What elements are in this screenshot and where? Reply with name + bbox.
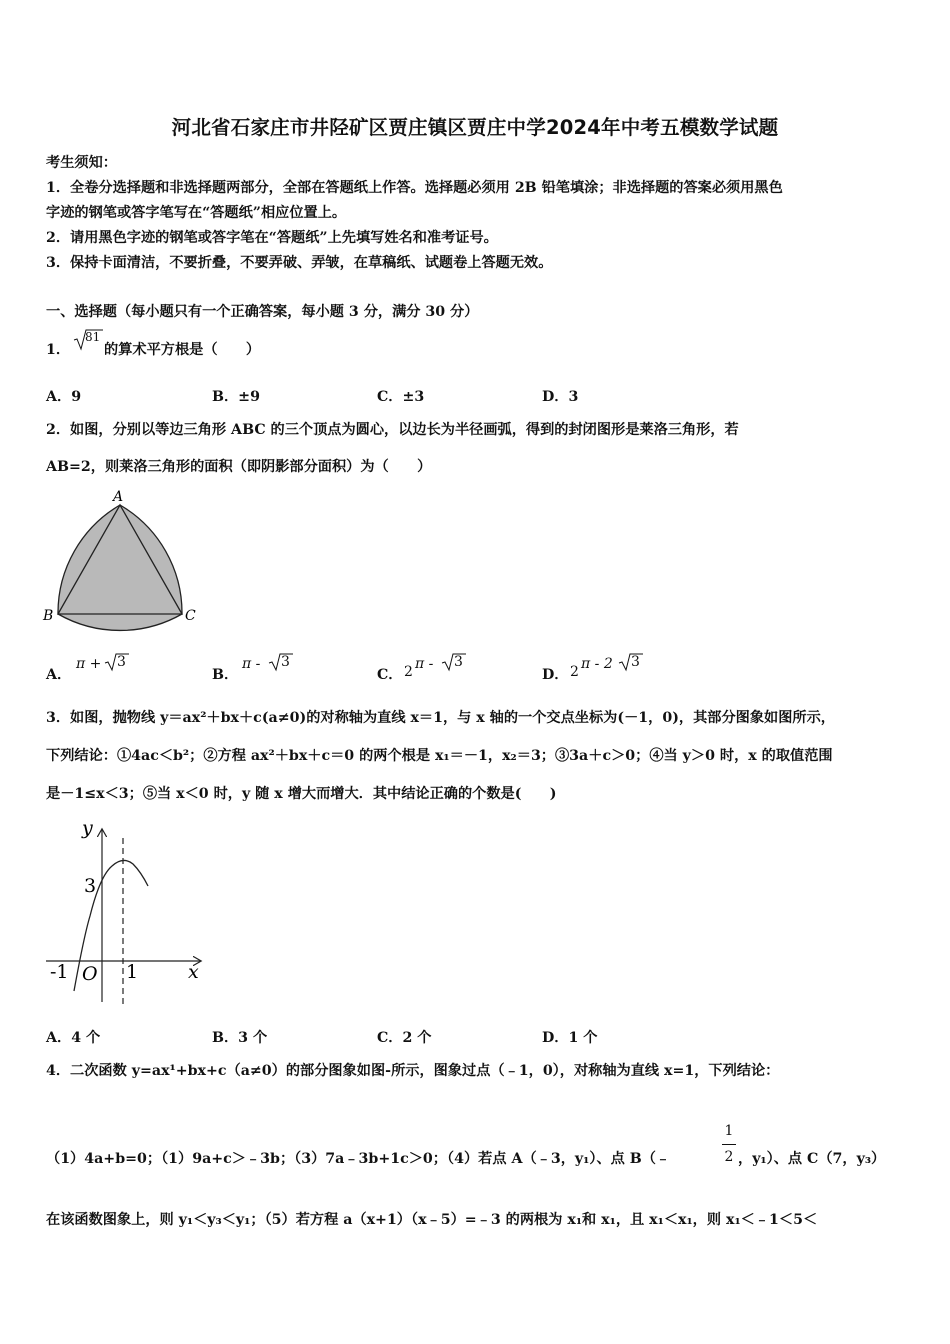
q4-fraction-numerator: 1 [724, 1123, 734, 1139]
q4-fraction-denominator: 2 [724, 1149, 734, 1165]
symmetry-axis-label: 1 [126, 961, 139, 983]
q1-text: 的算术平方根是（ ） [104, 342, 261, 358]
origin-label: O [82, 963, 98, 985]
q3-line-1: 3．如图，抛物线 y＝ax²＋bx＋c(a≠0)的对称轴为直线 x＝1，与 x 轴的一个交点坐标为(－1，0)，其部分图象如图所示， [46, 710, 835, 726]
notice-line-1b: 字迹的钢笔或答字笔写在“答题纸”相应位置上。 [46, 205, 347, 221]
q2-option-c-letter[interactable]: C． [377, 667, 403, 683]
q1-radicand: 81 [85, 330, 101, 344]
q2-option-d-letter[interactable]: D． [542, 667, 569, 683]
root-label: -1 [50, 961, 69, 983]
q3-option-d[interactable]: D．1 个 [542, 1030, 598, 1046]
q4-fraction-bar [722, 1144, 736, 1145]
q2-option-a-radicand: 3 [117, 654, 126, 670]
q2-option-d-radicand: 3 [631, 654, 640, 670]
q1-number: 1． [46, 342, 71, 358]
notice-line-1a: 1．全卷分选择题和非选择题两部分，全部在答题纸上作答。选择题必须用 2B 铅笔填涂；非选择题的答案必须用黑色 [46, 180, 783, 196]
q3-line-2: 下列结论：①4ac＜b²；②方程 ax²＋bx＋c＝0 的两个根是 x₁＝－1，x₂＝3；③3a＋c＞0；④当 y＞0 时，x 的取值范围 [46, 748, 833, 764]
reuleaux-triangle-figure [40, 487, 210, 632]
q1-option-a[interactable]: A．9 [46, 389, 82, 405]
q2-option-c-radicand: 3 [454, 654, 463, 670]
q2-line-1: 2．如图，分别以等边三角形 ABC 的三个顶点为圆心，以边长为半径画弧，得到的封闭图形是莱洛三角形，若 [46, 422, 739, 438]
vertex-label-b: B [43, 608, 54, 624]
q2-line-2: AB=2，则莱洛三角形的面积（即阴影部分面积）为（ ） [46, 459, 432, 475]
y-intercept-label: 3 [84, 875, 97, 897]
q2-option-b-radicand: 3 [281, 654, 290, 670]
q3-option-b[interactable]: B．3 个 [212, 1030, 268, 1046]
vertex-label-c: C [185, 608, 196, 624]
q2-option-a-expr: π + [76, 656, 102, 672]
reuleaux-shaded-region [58, 505, 182, 630]
q2-option-d-coef: 2 [570, 664, 579, 680]
x-axis-label: x [188, 961, 199, 983]
notice-line-2: 2．请用黑色字迹的钢笔或答字笔在“答题纸”上先填写姓名和准考证号。 [46, 230, 498, 246]
q3-option-a[interactable]: A．4 个 [46, 1030, 101, 1046]
q1-option-c[interactable]: C．±3 [377, 389, 425, 405]
q4-line-1: 4．二次函数 y=ax¹+bx+c（a≠0）的部分图象如图-所示，图象过点（﹣1，0），对称轴为直线 x=1，下列结论： [46, 1063, 780, 1079]
q2-option-b-expr: π - [242, 656, 261, 672]
q4-line-2a: （1）4a+b=0；（1）9a+c＞﹣3b；（3）7a﹣3b+1c＞0；（4）若点 A（﹣3，y₁）、点 B（﹣ [46, 1151, 671, 1167]
q4-line-2b: ，y₁）、点 C（7，y₃） [738, 1151, 886, 1167]
q2-option-a-letter[interactable]: A． [46, 667, 72, 683]
q4-line-3: 在该函数图象上，则 y₁＜y₃＜y₁；（5）若方程 a（x+1）（x﹣5）=﹣3 的两根为 x₁和 x₁，且 x₁＜x₁，则 x₁＜﹣1＜5＜ [46, 1212, 818, 1228]
notice-line-3: 3．保持卡面清洁，不要折叠，不要弄破、弄皱，在草稿纸、试题卷上答题无效。 [46, 255, 553, 271]
section-heading: 一、选择题（每小题只有一个正确答案，每小题 3 分，满分 30 分） [46, 304, 479, 320]
parabola-figure [40, 816, 215, 1008]
y-axis-label: y [82, 817, 93, 839]
page-title: 河北省石家庄市井陉矿区贾庄镇区贾庄中学2024年中考五模数学试题 [171, 116, 779, 139]
q3-line-3: 是－1≤x＜3；⑤当 x＜0 时，y 随 x 增大而增大．其中结论正确的个数是( ) [46, 786, 557, 802]
q2-option-c-coef: 2 [404, 664, 413, 680]
q3-option-c[interactable]: C．2 个 [377, 1030, 432, 1046]
q2-option-c-expr: π - [415, 656, 434, 672]
q1-option-d[interactable]: D．3 [542, 389, 579, 405]
q2-option-d-expr: π - 2 [581, 656, 613, 672]
vertex-label-a: A [113, 489, 124, 505]
notice-heading: 考生须知： [46, 155, 117, 171]
q2-option-b-letter[interactable]: B． [212, 667, 239, 683]
q1-option-b[interactable]: B．±9 [212, 389, 260, 405]
